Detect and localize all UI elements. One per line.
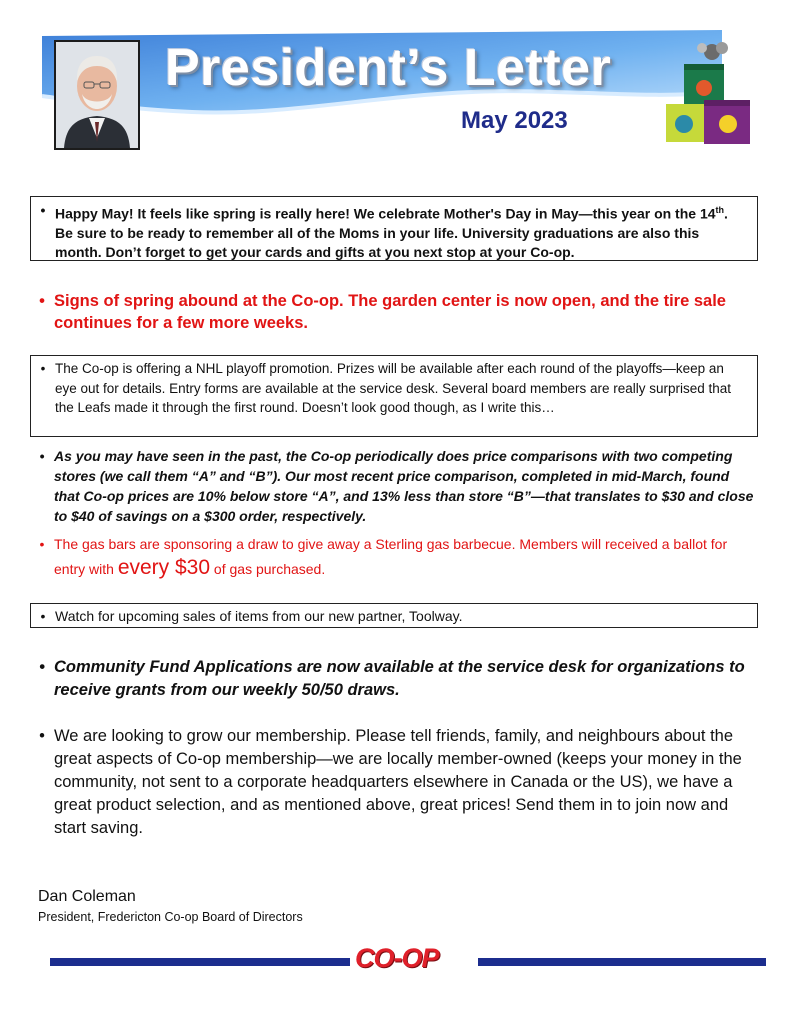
bullet-membership — [30, 725, 758, 840]
bullet-toolway — [30, 603, 758, 628]
signature-role: President, Fredericton Co-op Board of Directors — [38, 910, 303, 924]
emphasis-text: every $30 — [117, 556, 211, 579]
page-title: President’s Letter — [165, 39, 612, 97]
bullet-text-part: . Be sure to be ready to remember all of the Moms in your life. University graduations are also this month. Don’t forget to get your cards and gifts at you next stop at your Co-op. — [55, 205, 728, 260]
issue-date: May 2023 — [461, 107, 568, 134]
bullet-mothers-day — [30, 196, 758, 261]
bullet-nhl-promotion — [30, 355, 758, 437]
bullet-icon: • — [39, 292, 45, 310]
bullet-spring — [30, 290, 758, 334]
bullet-icon: • — [40, 361, 46, 376]
bullet-text — [54, 533, 758, 581]
bullet-text — [55, 201, 747, 262]
bullet-icon: • — [39, 536, 45, 552]
bullet-icon: • — [39, 658, 45, 676]
bullet-text: The Co-op is offering a NHL playoff promotion. Prizes will be available after each round of the playoffs—keep an eye out for details. Entry forms are available at the service desk. Several board members are really surprised that the Leafs made it through the first round. Doesn’t look good though, as I write this… — [55, 361, 732, 415]
coop-logo: CO-OP — [355, 943, 439, 973]
bullet-text: Signs of spring abound at the Co-op. The garden center is now open, and the tire sale continues for a few more weeks. — [54, 292, 726, 332]
signature-name: Dan Coleman — [38, 888, 136, 905]
bullet-icon: • — [39, 448, 45, 464]
bullet-text: Watch for upcoming sales of items from our new partner, Toolway. — [55, 608, 463, 624]
bullet-gas-bar-draw — [30, 533, 758, 581]
bullet-icon: • — [40, 202, 46, 218]
bullet-icon: • — [40, 608, 46, 624]
bullet-text-part: Happy May! It feels like spring is really here! We celebrate Mother's Day in May—this year on the 14 — [55, 205, 716, 222]
footer-bar-right — [478, 958, 766, 966]
portrait-photo — [54, 40, 140, 150]
bullet-community-fund — [30, 656, 758, 702]
bullet-text: As you may have seen in the past, the Co-op periodically does price comparisons with two competing stores (we call them “A” and “B”). Our most recent price comparison, completed in mid-March, found that Co-op prices are 10% below store “A”, and 13% less than store “B”—that translates to $30 and close to $40 of savings on a $300 order, respectively. — [54, 448, 754, 524]
bullet-text: We are looking to grow our membership. Please tell friends, family, and neighbours about the great aspects of Co-op membership—we are locally member-owned (keeps your money in the community, not sent to a corporate headquarters elsewhere in Canada or the US), we have a great product selection, and as mentioned above, great prices! Send them in to join now and start saving. — [54, 727, 742, 837]
bullet-price-comparison — [30, 446, 758, 526]
bullet-text-part: of gas purchased. — [210, 561, 326, 577]
gift-boxes-icon — [660, 38, 754, 150]
bullet-text-part: The gas bars are sponsoring a draw to give away a Sterling gas barbecue. Members will received a ballot for entry with — [54, 536, 728, 577]
bullet-text: Community Fund Applications are now available at the service desk for organizations to receive grants from our weekly 50/50 draws. — [54, 658, 745, 699]
bullet-icon: • — [39, 727, 45, 745]
superscript: th — [715, 205, 725, 215]
footer-bar-left — [50, 958, 350, 966]
